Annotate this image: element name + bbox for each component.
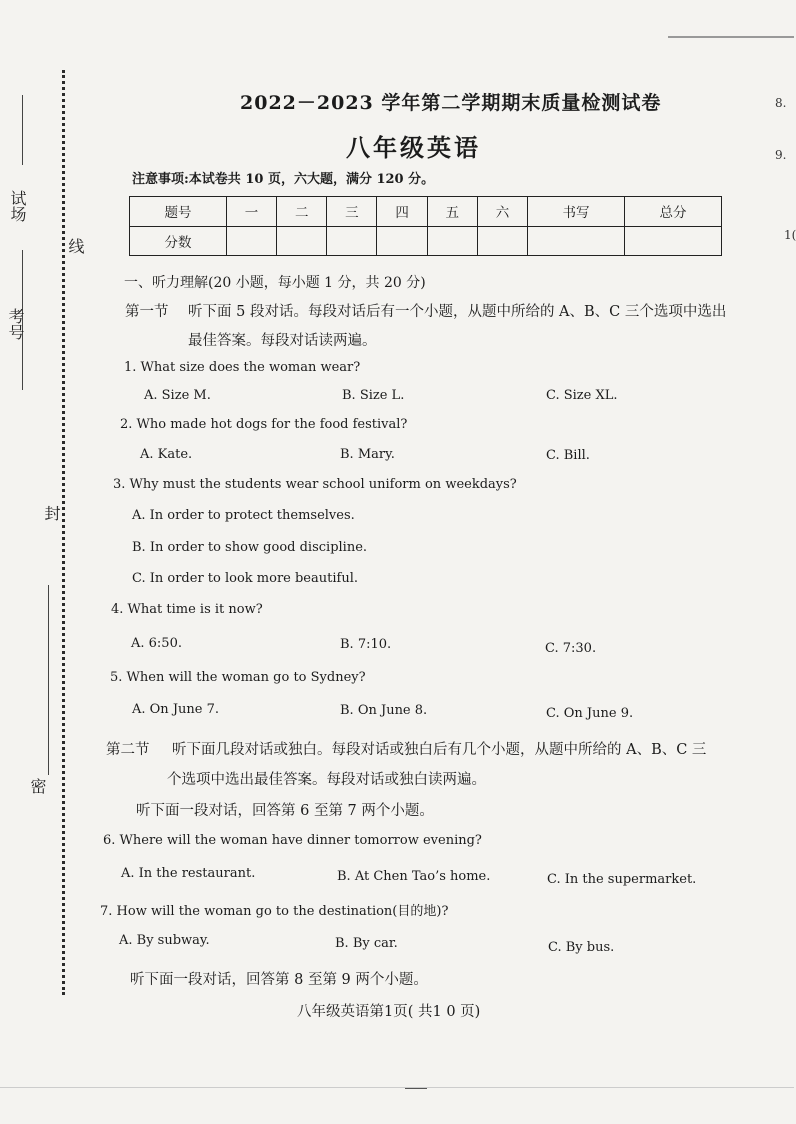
option-c: C. Bill. <box>546 448 590 463</box>
option-c: C. In order to look more beautiful. <box>132 571 358 586</box>
right-edge-fragment: 8. <box>775 96 787 110</box>
question-stem: 5. When will the woman go to Sydney? <box>110 670 366 685</box>
option-c: C. In the supermarket. <box>547 872 697 887</box>
option-a: A. On June 7. <box>132 702 220 717</box>
score-entry-cell[interactable] <box>477 226 527 256</box>
option-a: A. 6:50. <box>131 636 182 651</box>
scan-edge-top <box>668 36 794 38</box>
option-b: B. 7:10. <box>340 637 392 652</box>
table-cell: 一 <box>226 197 276 227</box>
margin-label-exam-number: 考号 <box>6 308 25 340</box>
margin-label-line: 线 <box>66 238 85 254</box>
part-instructions: 听下面几段对话或独白。每段对话或独白后有几个小题，从题中所给的 A、B、C 三 <box>172 742 707 758</box>
margin-rule <box>48 585 49 775</box>
table-cell: 六 <box>477 197 527 227</box>
option-c: C. 7:30. <box>545 641 597 656</box>
score-entry-cell[interactable] <box>427 226 477 256</box>
page-footer: 八年级英语第1页( 共1 0 页) <box>297 1004 481 1020</box>
right-edge-fragment: 1( <box>784 228 796 242</box>
option-c: C. By bus. <box>548 940 615 955</box>
question-stem: 2. Who made hot dogs for the food festival? <box>120 417 408 432</box>
option-b: B. At Chen Tao’s home. <box>337 869 491 884</box>
table-cell: 书写 <box>528 197 625 227</box>
table-cell: 总分 <box>624 197 721 227</box>
question-stem: 6. Where will the woman have dinner tomorrow evening? <box>103 833 482 848</box>
right-edge-fragment: 9. <box>775 148 787 162</box>
question-stem: 4. What time is it now? <box>111 602 263 617</box>
score-table-header-row <box>130 197 722 227</box>
question-stem: 1. What size does the woman wear? <box>124 360 361 375</box>
question-stem: 3. Why must the students wear school uniform on weekdays? <box>113 477 517 492</box>
margin-label-secret: 密 <box>28 778 47 794</box>
question-stem: 7. How will the woman go to the destination(目的地)? <box>100 904 449 919</box>
score-entry-cell[interactable] <box>226 226 276 256</box>
score-entry-cell[interactable] <box>277 226 327 256</box>
option-b: B. Size L. <box>342 388 405 403</box>
table-cell: 四 <box>377 197 427 227</box>
part-label: 第二节 <box>106 742 150 758</box>
option-b: B. By car. <box>335 936 398 951</box>
margin-rule <box>22 95 23 165</box>
part-instructions: 听下面 5 段对话。每段对话后有一个小题，从题中所给的 A、B、C 三个选项中选出 <box>188 304 727 320</box>
section-heading: 一、听力理解(20 小题，每小题 1 分，共 20 分) <box>124 275 426 291</box>
exam-subject-title: 八年级英语 <box>346 133 481 162</box>
margin-label-exam-room: 试场 <box>8 190 27 222</box>
listening-instruction: 听下面一段对话，回答第 6 至第 7 两个小题。 <box>136 803 434 819</box>
option-c: C. On June 9. <box>546 706 634 721</box>
option-a: A. In order to protect themselves. <box>132 508 355 523</box>
table-cell: 五 <box>427 197 477 227</box>
part-label: 第一节 <box>125 304 169 320</box>
option-a: A. Size M. <box>144 388 211 403</box>
table-cell: 三 <box>327 197 377 227</box>
table-cell: 二 <box>277 197 327 227</box>
binding-dotted-line <box>62 70 65 995</box>
margin-label-seal: 封 <box>42 505 61 521</box>
score-entry-cell[interactable] <box>528 226 625 256</box>
option-c: C. Size XL. <box>546 388 618 403</box>
listening-instruction: 听下面一段对话，回答第 8 至第 9 两个小题。 <box>130 972 428 988</box>
part-instructions: 最佳答案。每段对话读两遍。 <box>188 333 377 349</box>
bottom-dash <box>405 1088 427 1089</box>
part-instructions: 个选项中选出最佳答案。每段对话或独白读两遍。 <box>167 772 486 788</box>
exam-notice: 注意事项:本试卷共 10 页，六大题，满分 120 分。 <box>132 172 435 187</box>
score-table <box>129 196 722 256</box>
table-cell: 分数 <box>130 226 227 256</box>
score-entry-cell[interactable] <box>624 226 721 256</box>
option-b: B. Mary. <box>340 447 395 462</box>
table-cell: 题号 <box>130 197 227 227</box>
score-entry-cell[interactable] <box>377 226 427 256</box>
option-b: B. In order to show good discipline. <box>132 540 368 555</box>
option-a: A. Kate. <box>140 447 193 462</box>
exam-title: 2022－2023 学年第二学期期末质量检测试卷 <box>240 92 662 114</box>
score-table-score-row <box>130 226 722 256</box>
option-a: A. In the restaurant. <box>121 866 256 881</box>
option-a: A. By subway. <box>119 933 210 948</box>
score-entry-cell[interactable] <box>327 226 377 256</box>
scan-edge-bottom <box>0 1087 794 1088</box>
option-b: B. On June 8. <box>340 703 428 718</box>
